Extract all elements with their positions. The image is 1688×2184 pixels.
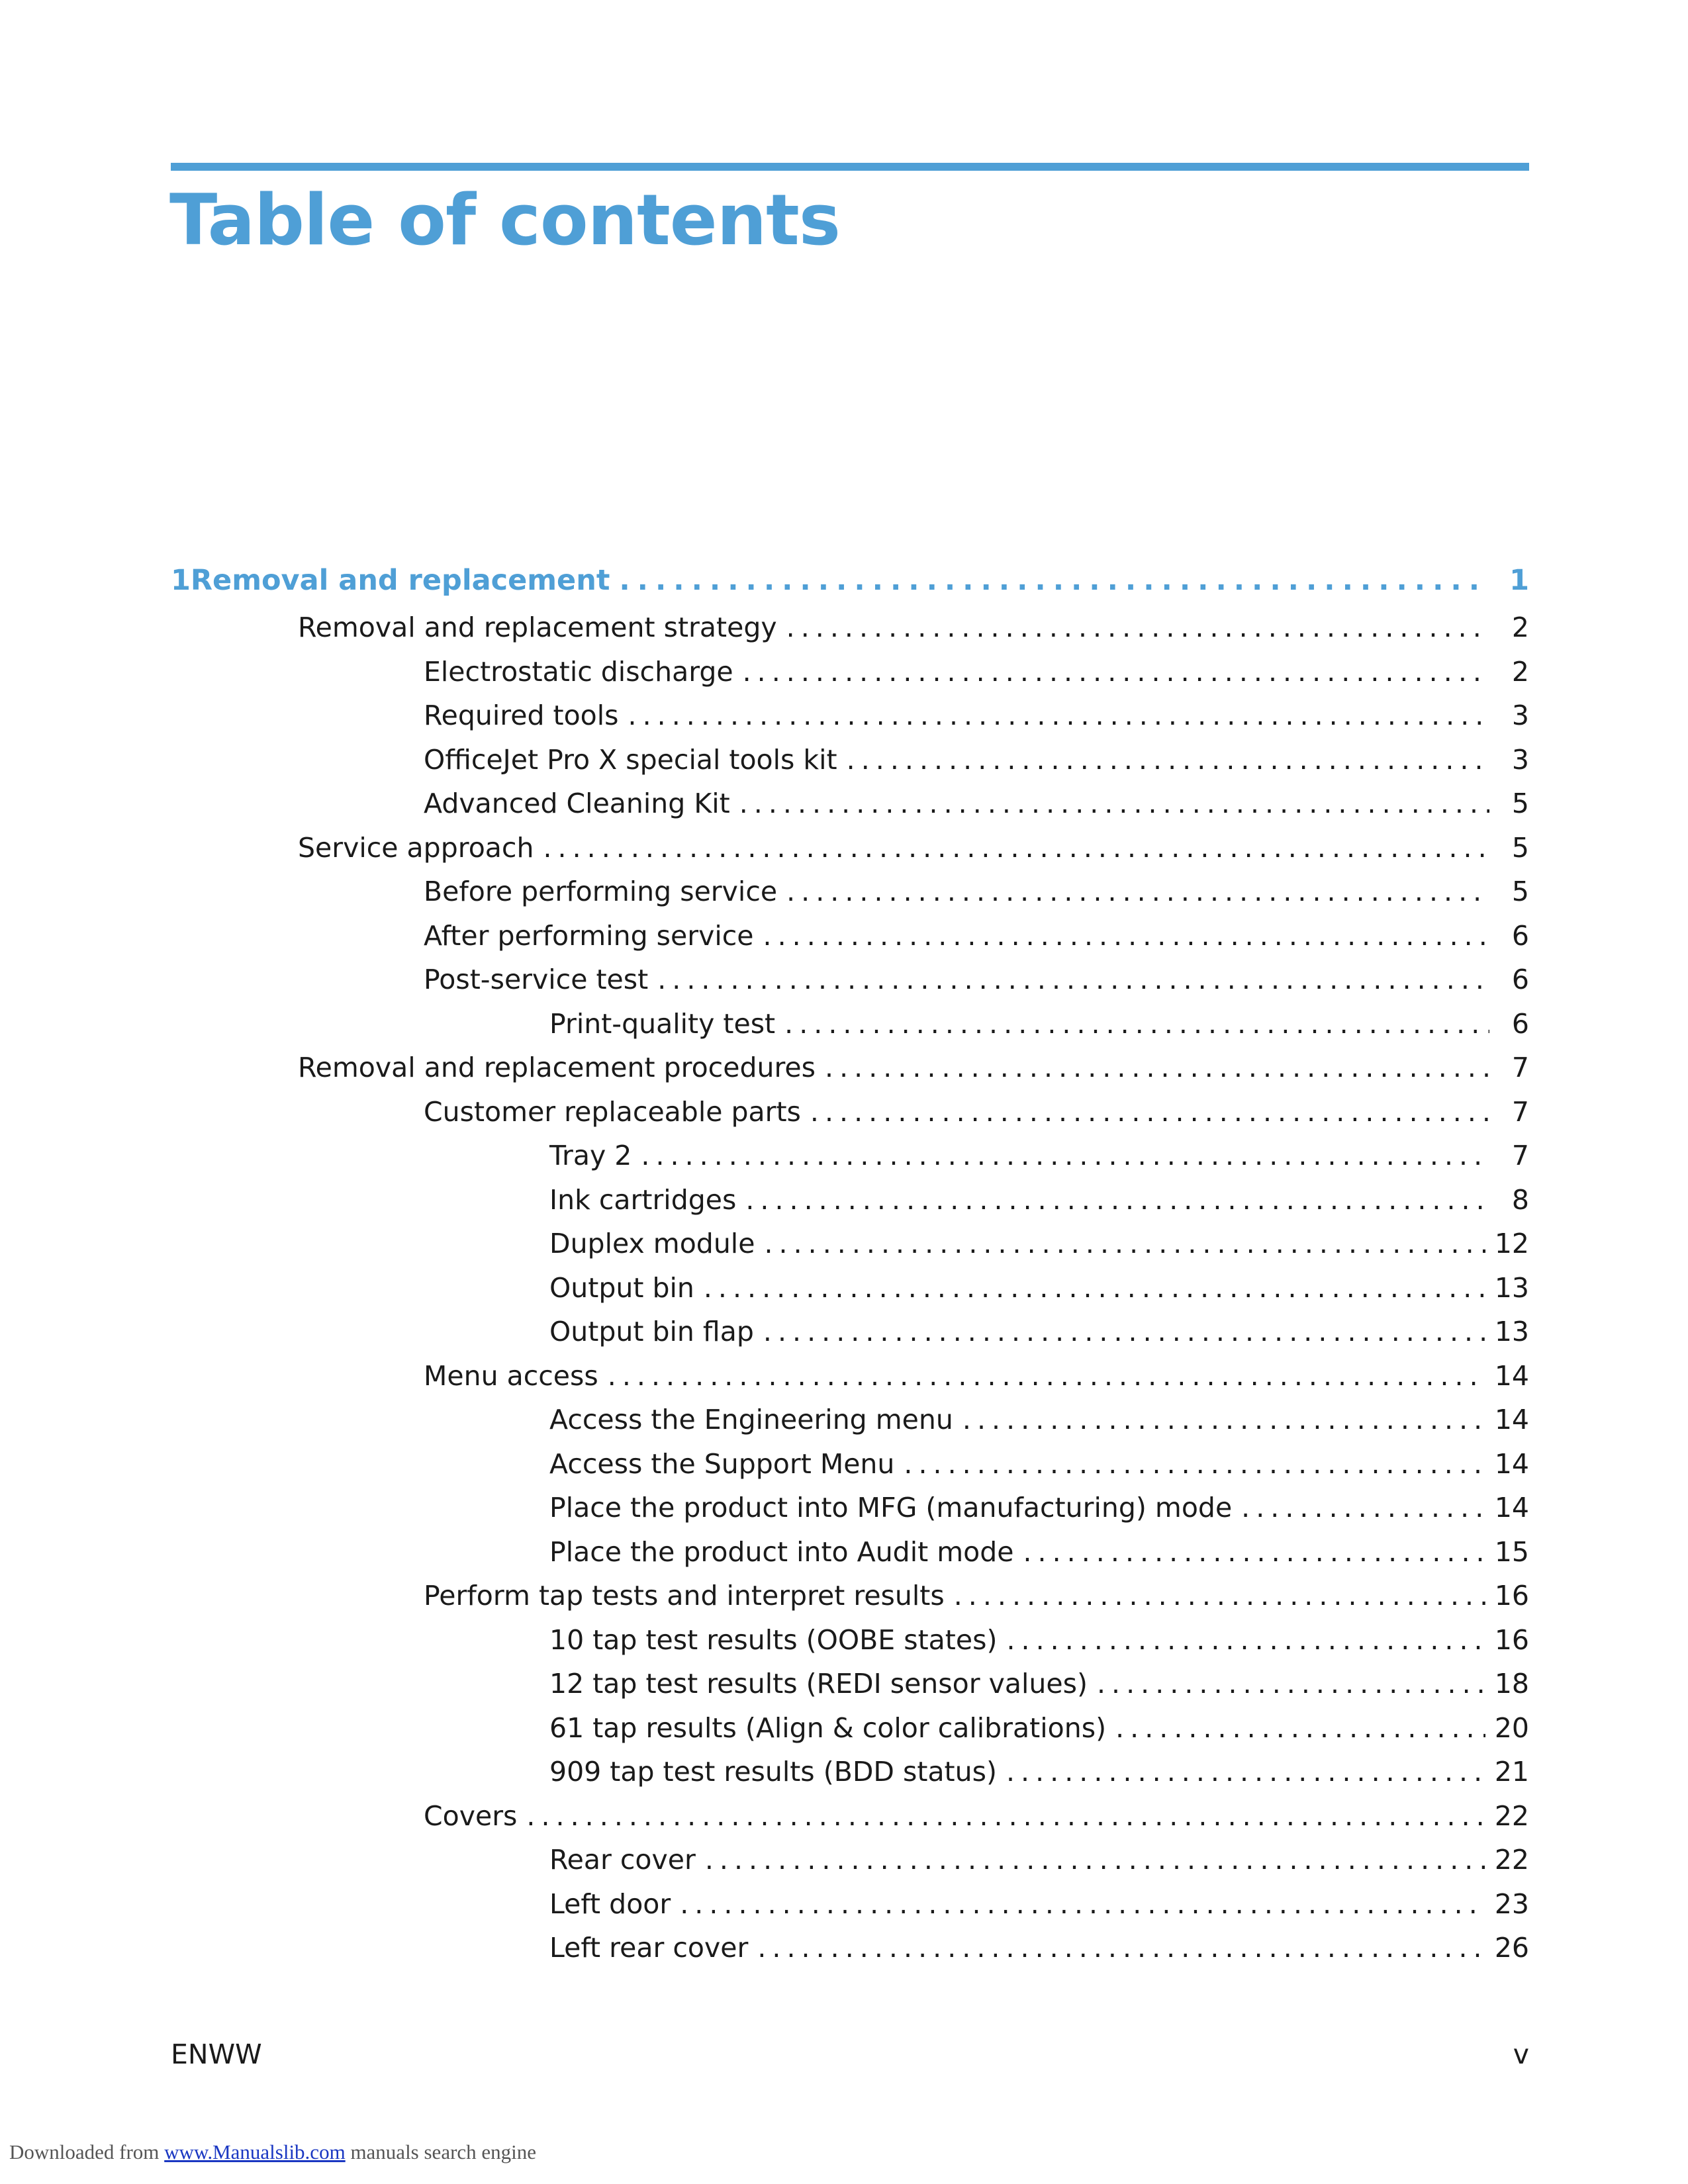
- dot-leader: [608, 1360, 1485, 1392]
- toc-entry[interactable]: [171, 1668, 1529, 1712]
- dot-leader: [954, 1580, 1485, 1612]
- toc-entry-title: Rear cover: [549, 1844, 696, 1876]
- toc-entry-title: Electrostatic discharge: [424, 655, 733, 688]
- toc-entry-page-number: 3: [1511, 700, 1529, 731]
- dot-leader: [962, 1404, 1485, 1435]
- toc-entry-title: Removal and replacement procedures: [298, 1052, 816, 1083]
- toc-entry[interactable]: [171, 1272, 1529, 1316]
- dot-leader: [543, 832, 1489, 864]
- toc-entry-title: Access the Engineering menu: [549, 1404, 953, 1435]
- toc-entry-page-number: 26: [1494, 1932, 1529, 1964]
- toc-entry-page-number: 22: [1494, 1844, 1529, 1876]
- toc-entry[interactable]: [171, 1052, 1529, 1096]
- toc-entry-page-number: 3: [1511, 743, 1529, 776]
- toc-entry[interactable]: [171, 612, 1529, 656]
- toc-entry-page-number: 14: [1494, 1359, 1529, 1392]
- toc-entry-page-number: 5: [1511, 876, 1529, 907]
- toc-entry[interactable]: [171, 1140, 1529, 1184]
- footer-page-number: v: [1513, 2038, 1529, 2070]
- manualslib-link[interactable]: www.Manualslib.com: [164, 2140, 346, 2163]
- toc-entry-title: Duplex module: [549, 1228, 755, 1259]
- toc-entry-page-number: 5: [1511, 831, 1529, 864]
- toc-entry-page-number: 16: [1494, 1580, 1529, 1612]
- toc-entry[interactable]: [171, 1800, 1529, 1844]
- toc-entry-page-number: 14: [1494, 1492, 1529, 1524]
- toc-entry-page-number: 13: [1494, 1316, 1529, 1347]
- toc-entry-title: 61 tap results (Align & color calibrations): [549, 1711, 1107, 1744]
- toc-entry[interactable]: [171, 744, 1529, 788]
- dot-leader: [1241, 1492, 1485, 1524]
- toc-entry[interactable]: [171, 876, 1529, 920]
- toc-entry-page-number: 6: [1511, 964, 1529, 995]
- watermark-suffix: manuals search engine: [345, 2140, 537, 2163]
- dot-leader: [657, 964, 1489, 995]
- toc-entry-page-number: 18: [1494, 1668, 1529, 1700]
- top-rule: [171, 163, 1529, 171]
- toc-entry-title: Perform tap tests and interpret results: [424, 1580, 945, 1612]
- toc-entry[interactable]: [171, 1756, 1529, 1800]
- toc-entry[interactable]: [171, 700, 1529, 744]
- toc-entry-title: Access the Support Menu: [549, 1447, 895, 1480]
- dot-leader: [1115, 1712, 1485, 1744]
- toc-entry[interactable]: [171, 1316, 1529, 1360]
- toc-entry-title: Place the product into Audit mode: [549, 1535, 1014, 1568]
- toc-entry-page-number: 23: [1494, 1888, 1529, 1920]
- toc-entry-title: Output bin flap: [549, 1316, 754, 1347]
- toc-entry-title: Covers: [424, 1799, 518, 1832]
- toc-entry[interactable]: [171, 788, 1529, 832]
- toc-entry[interactable]: [171, 1184, 1529, 1228]
- footer-label: ENWW: [171, 2038, 262, 2070]
- toc-entry[interactable]: [171, 1096, 1529, 1140]
- toc-entry-page-number: 2: [1511, 655, 1529, 688]
- chapter-number: 1: [171, 564, 191, 597]
- toc-entry-title: OfficeJet Pro X special tools kit: [424, 743, 837, 776]
- toc-entry[interactable]: [171, 1580, 1529, 1624]
- toc-entry-title: Post-service test: [424, 964, 649, 995]
- toc-entry-title: Left door: [549, 1888, 671, 1920]
- toc-entry-page-number: 6: [1511, 1007, 1529, 1040]
- toc-entry-title: After performing service: [424, 919, 754, 952]
- toc-entry[interactable]: [171, 1448, 1529, 1492]
- dot-leader: [810, 1096, 1489, 1128]
- toc-entry[interactable]: [171, 920, 1529, 964]
- toc-entry-title: Print-quality test: [549, 1007, 776, 1040]
- watermark-prefix: Downloaded from: [9, 2140, 165, 2163]
- toc-entry-title: Customer replaceable parts: [424, 1095, 801, 1128]
- toc-entry[interactable]: [171, 1360, 1529, 1404]
- toc-entry-page-number: 14: [1494, 1404, 1529, 1435]
- dot-leader: [743, 656, 1489, 688]
- table-of-contents: [171, 564, 1529, 1976]
- dot-leader: [1006, 1624, 1485, 1656]
- toc-entry-title: Removal and replacement strategy: [298, 612, 777, 643]
- toc-entry-title: 12 tap test results (REDI sensor values): [549, 1668, 1088, 1700]
- toc-entry[interactable]: [171, 1932, 1529, 1976]
- toc-entry-page-number: 14: [1494, 1447, 1529, 1480]
- dot-leader: [764, 1228, 1485, 1259]
- dot-leader: [763, 1316, 1485, 1347]
- toc-entry-page-number: 7: [1511, 1140, 1529, 1171]
- toc-entry[interactable]: [171, 1008, 1529, 1052]
- toc-entry-title: Ink cartridges: [549, 1183, 737, 1216]
- toc-entry-title: Service approach: [298, 831, 534, 864]
- chapter-title: Removal and replacement: [190, 564, 610, 597]
- toc-entry-title: Output bin: [549, 1271, 694, 1304]
- toc-entry[interactable]: [171, 1844, 1529, 1888]
- dot-leader: [739, 788, 1489, 819]
- toc-entry-page-number: 15: [1494, 1535, 1529, 1568]
- toc-entry[interactable]: [171, 832, 1529, 876]
- dot-leader: [786, 876, 1489, 907]
- download-watermark: [9, 2140, 536, 2164]
- toc-entry-page-number: 6: [1511, 919, 1529, 952]
- toc-entry-title: 10 tap test results (OOBE states): [549, 1623, 998, 1656]
- toc-entry-page-number: 20: [1494, 1711, 1529, 1744]
- page-title: Table of contents: [169, 179, 840, 261]
- toc-entry[interactable]: [171, 1228, 1529, 1272]
- toc-entry-page-number: 21: [1494, 1756, 1529, 1788]
- toc-entry[interactable]: [171, 1712, 1529, 1756]
- dot-leader: [745, 1184, 1489, 1216]
- toc-entry-title: Advanced Cleaning Kit: [424, 788, 730, 819]
- chapter-page-number: 1: [1509, 564, 1529, 597]
- toc-entry-page-number: 13: [1494, 1271, 1529, 1304]
- toc-entry-page-number: 8: [1511, 1183, 1529, 1216]
- dot-leader: [704, 1272, 1485, 1304]
- toc-entry[interactable]: [171, 964, 1529, 1008]
- toc-entry-page-number: 5: [1511, 788, 1529, 819]
- toc-chapter-entry[interactable]: [171, 564, 1529, 612]
- toc-entry[interactable]: [171, 1536, 1529, 1580]
- dot-leader: [786, 612, 1489, 643]
- toc-entry-page-number: 22: [1494, 1799, 1529, 1832]
- toc-entry[interactable]: [171, 656, 1529, 700]
- dot-leader: [705, 1844, 1485, 1876]
- dot-leader: [825, 1052, 1489, 1083]
- dot-leader: [628, 700, 1489, 731]
- toc-entry-list: [171, 612, 1529, 1976]
- dot-leader: [1097, 1668, 1485, 1700]
- dot-leader: [1023, 1536, 1485, 1568]
- dot-leader: [784, 1008, 1489, 1040]
- dot-leader: [904, 1448, 1485, 1480]
- toc-entry-title: Required tools: [424, 700, 619, 731]
- toc-entry-title: Place the product into MFG (manufacturing) mode: [549, 1492, 1233, 1524]
- toc-entry-title: Left rear cover: [549, 1932, 749, 1964]
- toc-entry-page-number: 2: [1511, 612, 1529, 643]
- dot-leader: [763, 920, 1490, 952]
- toc-entry-title: Tray 2: [549, 1140, 632, 1171]
- dot-leader: [757, 1932, 1485, 1964]
- toc-entry-title: 909 tap test results (BDD status): [549, 1756, 997, 1788]
- toc-entry[interactable]: [171, 1492, 1529, 1536]
- toc-entry[interactable]: [171, 1888, 1529, 1933]
- toc-entry-page-number: 7: [1511, 1052, 1529, 1083]
- toc-entry-page-number: 16: [1494, 1623, 1529, 1656]
- toc-entry-page-number: 7: [1511, 1095, 1529, 1128]
- toc-entry-page-number: 12: [1494, 1228, 1529, 1259]
- dot-leader: [619, 564, 1489, 597]
- toc-entry-title: Before performing service: [424, 876, 778, 907]
- toc-entry[interactable]: [171, 1404, 1529, 1448]
- dot-leader: [641, 1140, 1489, 1171]
- dot-leader: [680, 1888, 1485, 1920]
- toc-entry[interactable]: [171, 1624, 1529, 1668]
- toc-entry-title: Menu access: [424, 1359, 598, 1392]
- dot-leader: [1006, 1756, 1485, 1788]
- dot-leader: [847, 744, 1489, 776]
- dot-leader: [526, 1800, 1485, 1832]
